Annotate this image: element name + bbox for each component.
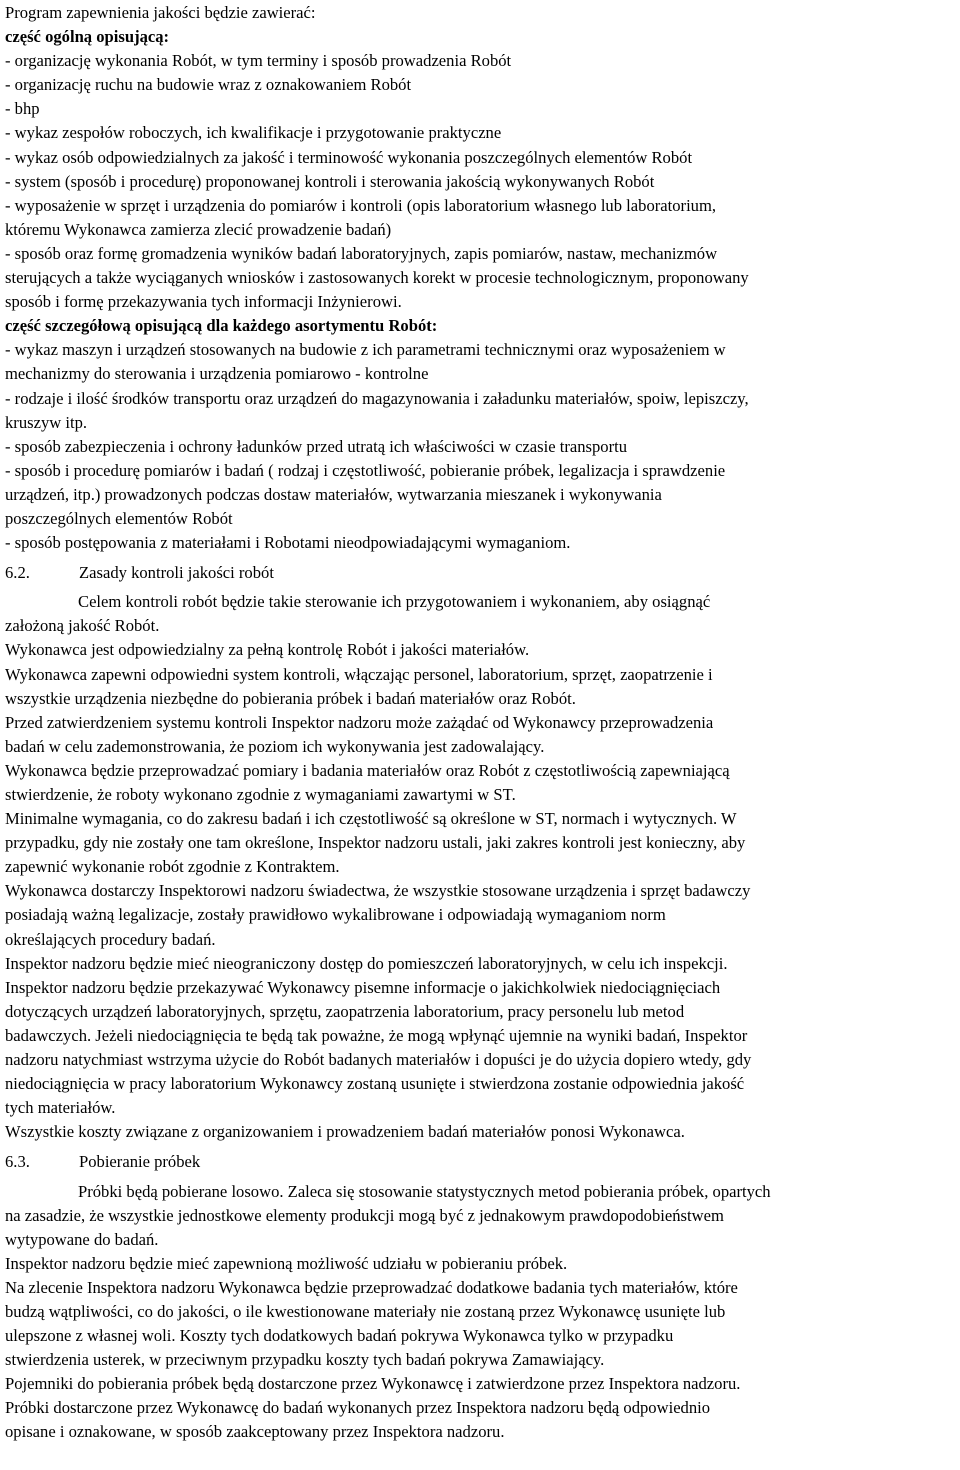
list-item: kruszyw itp. — [5, 412, 88, 432]
paragraph-line: na zasadzie, że wszystkie jednostkowe elementy produkcji mogą być z jednakowym prawdopodobieństwem — [5, 1205, 724, 1225]
paragraph-line: założoną jakość Robót. — [5, 616, 160, 636]
list-item: sposób i formę przekazywania tych informacji Inżynierowi. — [5, 292, 402, 312]
list-item: - wykaz osób odpowiedzialnych za jakość i terminowość wykonania poszczególnych elementów Robót — [5, 147, 693, 167]
paragraph-line: Na zlecenie Inspektora nadzoru Wykonawca będzie przeprowadzać dodatkowe badania tych materiałów, które — [5, 1277, 738, 1297]
list-item: - rodzaje i ilość środków transportu oraz urządzeń do magazynowania i załadunku materiałów, spoiw, lepiszczy, — [5, 388, 749, 408]
paragraph-line: zapewnić wykonanie robót zgodnie z Kontraktem. — [5, 857, 340, 877]
list-item: - organizację wykonania Robót, w tym terminy i sposób prowadzenia Robót — [5, 51, 512, 71]
paragraph-line: Inspektor nadzoru będzie mieć zapewnioną możliwość udziału w pobieraniu próbek. — [5, 1253, 568, 1273]
paragraph-line: Wszystkie koszty związane z organizowaniem i prowadzeniem badań materiałów ponosi Wykonawca. — [5, 1122, 685, 1142]
paragraph-line: opisane i oznakowane, w sposób zaakceptowany przez Inspektora nadzoru. — [5, 1422, 505, 1442]
paragraph-line: wszystkie urządzenia niezbędne do pobierania próbek i badań materiałów oraz Robót. — [5, 688, 576, 708]
list-item: - sposób postępowania z materiałami i Robotami nieodpowiadającymi wymaganiom. — [5, 533, 571, 553]
section-body-6-2 — [5, 590, 957, 1144]
section-heading-6-2 — [5, 561, 957, 585]
paragraph-line: Inspektor nadzoru będzie przekazywać Wykonawcy pisemne informacje o jakichkolwiek niedociągnięciach — [5, 977, 721, 997]
list-item: - wykaz zespołów roboczych, ich kwalifikacje i przygotowanie praktyczne — [5, 123, 502, 143]
paragraph-line: niedociągnięcia w pracy laboratorium Wykonawcy zostaną usunięte i stwierdzona zostanie odpowiednia jakość — [5, 1074, 745, 1094]
paragraph-line: Pojemniki do pobierania próbek będą dostarczone przez Wykonawcę i zatwierdzone przez Inspektora nadzoru. — [5, 1374, 741, 1394]
section-number: 6.2. — [5, 563, 30, 583]
paragraph-line: Wykonawca dostarczy Inspektorowi nadzoru świadectwa, że wszystkie stosowane urządzenia i sprzęt badawczy — [5, 881, 751, 901]
paragraph-line: określających procedury badań. — [5, 929, 216, 949]
list-item: - sposób i procedurę pomiarów i badań ( rodzaj i częstotliwość, pobieranie próbek, legalizacja i sprawdzenie — [5, 460, 726, 480]
paragraph-line: Wykonawca będzie przeprowadzać pomiary i badania materiałów oraz Robót z częstotliwością zapewniającą — [5, 760, 730, 780]
paragraph-line: Wykonawca zapewni odpowiedni system kontroli, włączając personel, laboratorium, sprzęt, zaopatrzenie i — [5, 664, 713, 684]
paragraph-line: Celem kontroli robót będzie takie sterowanie ich przygotowaniem i wykonaniem, aby osiągnąć — [78, 592, 711, 612]
section-title: Zasady kontroli jakości robót — [79, 563, 274, 583]
paragraph-line: Próbki dostarczone przez Wykonawcę do badań wykonanych przez Inspektora nadzoru będą odpowiednio — [5, 1398, 711, 1418]
paragraph-line: badań w celu zademonstrowania, że poziom ich wykonywania jest zadowalający. — [5, 736, 545, 756]
list-item: mechanizmy do sterowania i urządzenia pomiarowo - kontrolne — [5, 364, 429, 384]
general-part-list — [5, 49, 957, 314]
paragraph-line: Wykonawca jest odpowiedzialny za pełną kontrolę Robót i jakości materiałów. — [5, 640, 530, 660]
paragraph-line: posiadają ważną legalizacje, zostały prawidłowo wykalibrowane i odpowiadają wymaganiom norm — [5, 905, 666, 925]
list-item: któremu Wykonawca zamierza zlecić prowadzenie badań) — [5, 219, 392, 239]
paragraph-line: tych materiałów. — [5, 1098, 116, 1118]
paragraph-line: przypadku, gdy nie zostały one tam określone, Inspektor nadzoru ustali, jaki zakres kontroli jest konieczny, aby — [5, 833, 746, 853]
intro-line: Program zapewnienia jakości będzie zawierać: — [5, 3, 316, 22]
list-item: - organizację ruchu na budowie wraz z oznakowaniem Robót — [5, 75, 412, 95]
list-item: sterujących a także wyciąganych wniosków i zastosowanych korekt w procesie technologicznym, proponowany — [5, 268, 749, 288]
list-item: - sposób oraz formę gromadzenia wyników badań laboratoryjnych, zapis pomiarów, nastaw, mechanizmów — [5, 243, 718, 263]
detail-part-heading: część szczegółową opisującą dla każdego asortymentu Robót: — [5, 316, 438, 336]
paragraph-line: Próbki będą pobierane losowo. Zaleca się stosowanie statystycznych metod pobierania próbek, opartych — [78, 1181, 771, 1201]
section-body-6-3 — [5, 1180, 957, 1445]
section-heading-6-3 — [5, 1150, 957, 1174]
paragraph-line: budzą wątpliwości, co do jakości, o ile kwestionowane materiały nie zostaną przez Wykonawcę usunięte lub — [5, 1301, 726, 1321]
list-item: urządzeń, itp.) prowadzonych podczas dostaw materiałów, wytwarzania mieszanek i wykonywania — [5, 484, 662, 504]
paragraph-line: Minimalne wymagania, co do zakresu badań i ich częstotliwość są określone w ST, normach i wytycznych. W — [5, 809, 737, 829]
section-number: 6.3. — [5, 1152, 30, 1172]
paragraph-line: dotyczących urządzeń laboratoryjnych, sprzętu, zaopatrzenia laboratorium, pracy personelu lub metod — [5, 1001, 685, 1021]
general-part-heading: część ogólną opisującą: — [5, 27, 170, 47]
paragraph-line: Przed zatwierdzeniem systemu kontroli Inspektor nadzoru może zażądać od Wykonawcy przeprowadzenia — [5, 712, 714, 732]
detail-part-list — [5, 338, 957, 555]
paragraph-line: stwierdzenia usterek, w przeciwnym przypadku koszty tych badań pokrywa Zamawiający. — [5, 1350, 605, 1370]
list-item: - wyposażenie w sprzęt i urządzenia do pomiarów i kontroli (opis laboratorium własnego lub laboratorium, — [5, 195, 717, 215]
section-title: Pobieranie próbek — [79, 1152, 201, 1172]
paragraph-line: badawczych. Jeżeli niedociągnięcia te będą tak poważne, że mogą wpłynąć ujemnie na wyniki badań, Inspektor — [5, 1025, 748, 1045]
paragraph-line: ulepszone z własnej woli. Koszty tych dodatkowych badań pokrywa Wykonawca tylko w przypadku — [5, 1326, 674, 1346]
list-item: - system (sposób i procedurę) proponowanej kontroli i sterowania jakością wykonywanych Robót — [5, 171, 655, 191]
paragraph-line: Inspektor nadzoru będzie mieć nieograniczony dostęp do pomieszczeń laboratoryjnych, w celu ich inspekcji. — [5, 953, 728, 973]
paragraph-line: nadzoru natychmiast wstrzyma użycie do Robót badanych materiałów i dopuści je do użycia dopiero wtedy, gdy — [5, 1050, 752, 1070]
list-item: - sposób zabezpieczenia i ochrony ładunków przed utratą ich właściwości w czasie transportu — [5, 436, 628, 456]
paragraph-line: stwierdzenie, że roboty wykonano zgodnie z wymaganiami zawartymi w ST. — [5, 785, 516, 804]
list-item: - bhp — [5, 99, 40, 119]
list-item: poszczególnych elementów Robót — [5, 508, 233, 528]
list-item: - wykaz maszyn i urządzeń stosowanych na budowie z ich parametrami technicznymi oraz wyposażeniem w — [5, 340, 726, 360]
paragraph-line: wytypowane do badań. — [5, 1229, 159, 1249]
